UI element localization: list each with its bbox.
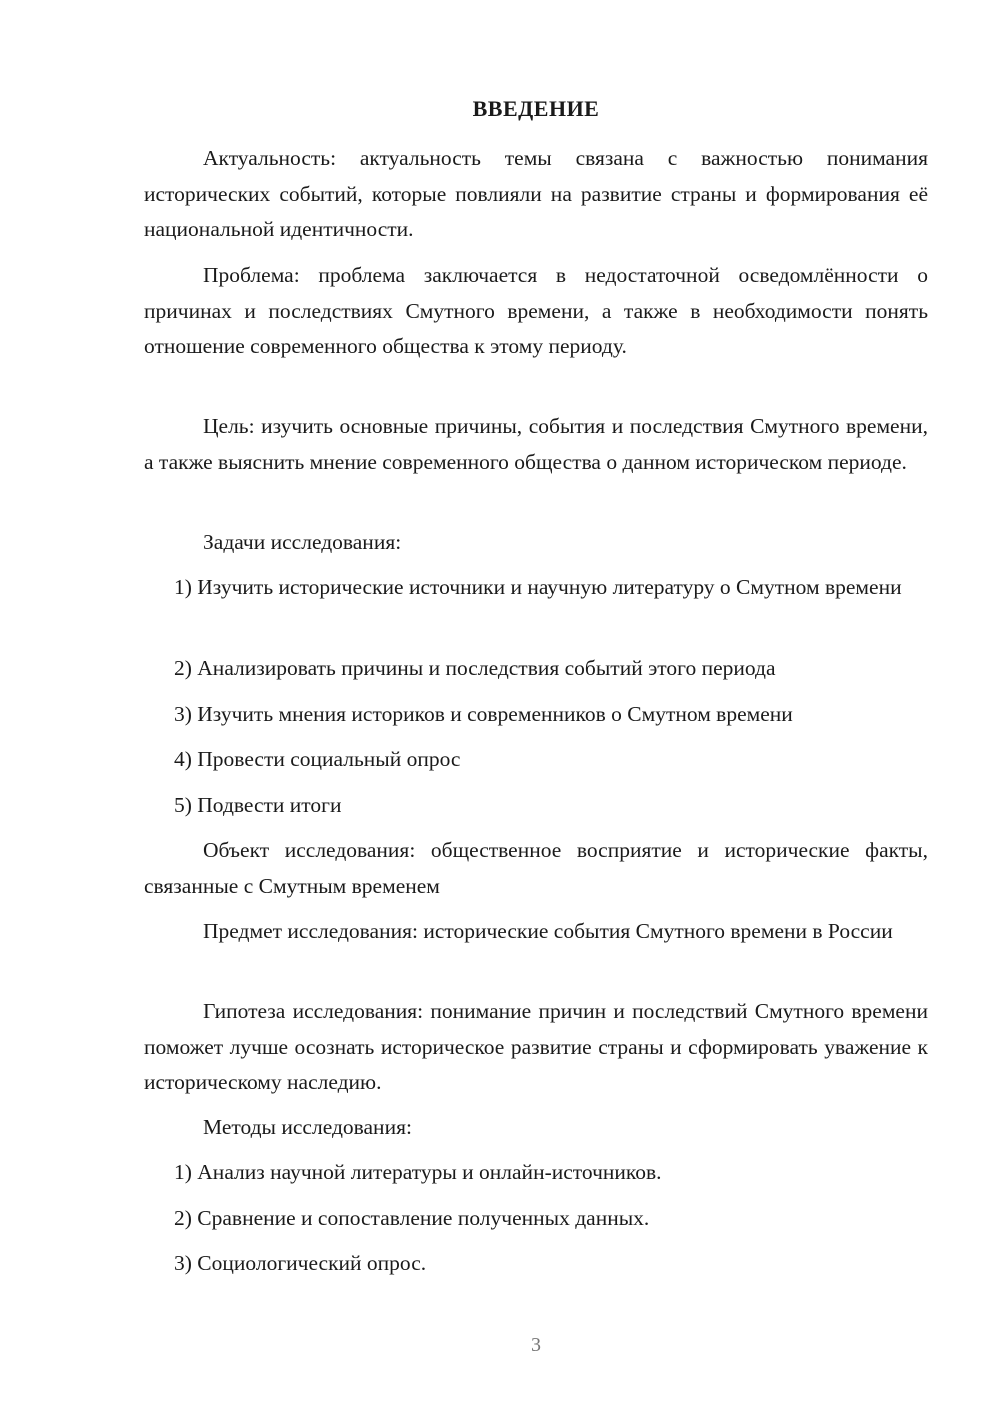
method-item-3: 3) Социологический опрос. (174, 1251, 427, 1275)
tasks-heading: Задачи исследования: (203, 530, 402, 554)
methods-heading: Методы исследования: (203, 1115, 412, 1139)
task-item-2: 2) Анализировать причины и последствия событий этого периода (174, 656, 776, 680)
page-title: ВВЕДЕНИЕ (472, 96, 600, 121)
task-item-5: 5) Подвести итоги (174, 793, 342, 817)
method-item-2: 2) Сравнение и сопоставление полученных данных. (174, 1206, 650, 1230)
paragraph-hypothesis: Гипотеза исследования: понимание причин и последствий Смутного времени поможет лучше осознать историческое развитие страны и сформировать уважение к историческому наследию. (144, 999, 928, 1094)
task-item-3: 3) Изучить мнения историков и современников о Смутном времени (174, 702, 793, 726)
task-item-1: 1) Изучить исторические источники и научную литературу о Смутном времени (174, 575, 902, 599)
paragraph-goal: Цель: изучить основные причины, события и последствия Смутного времени, а также выяснить мнение современного общества о данном историческом периоде. (144, 414, 928, 474)
page-number: 3 (531, 1334, 541, 1356)
task-item-4: 4) Провести социальный опрос (174, 747, 461, 771)
paragraph-relevance: Актуальность: актуальность темы связана с важностью понимания исторических событий, которые повлияли на развитие страны и формирования её национальной идентичности. (144, 146, 928, 241)
document-page (144, 0, 928, 1414)
paragraph-object: Объект исследования: общественное восприятие и исторические факты, связанные с Смутным временем (144, 838, 928, 898)
method-item-1: 1) Анализ научной литературы и онлайн-источников. (174, 1160, 662, 1184)
paragraph-problem: Проблема: проблема заключается в недостаточной осведомлённости о причинах и последствиях Смутного времени, а также в необходимости понять отношение современного общества к этому периоду. (144, 263, 928, 358)
paragraph-subject: Предмет исследования: исторические события Смутного времени в России (203, 919, 893, 943)
